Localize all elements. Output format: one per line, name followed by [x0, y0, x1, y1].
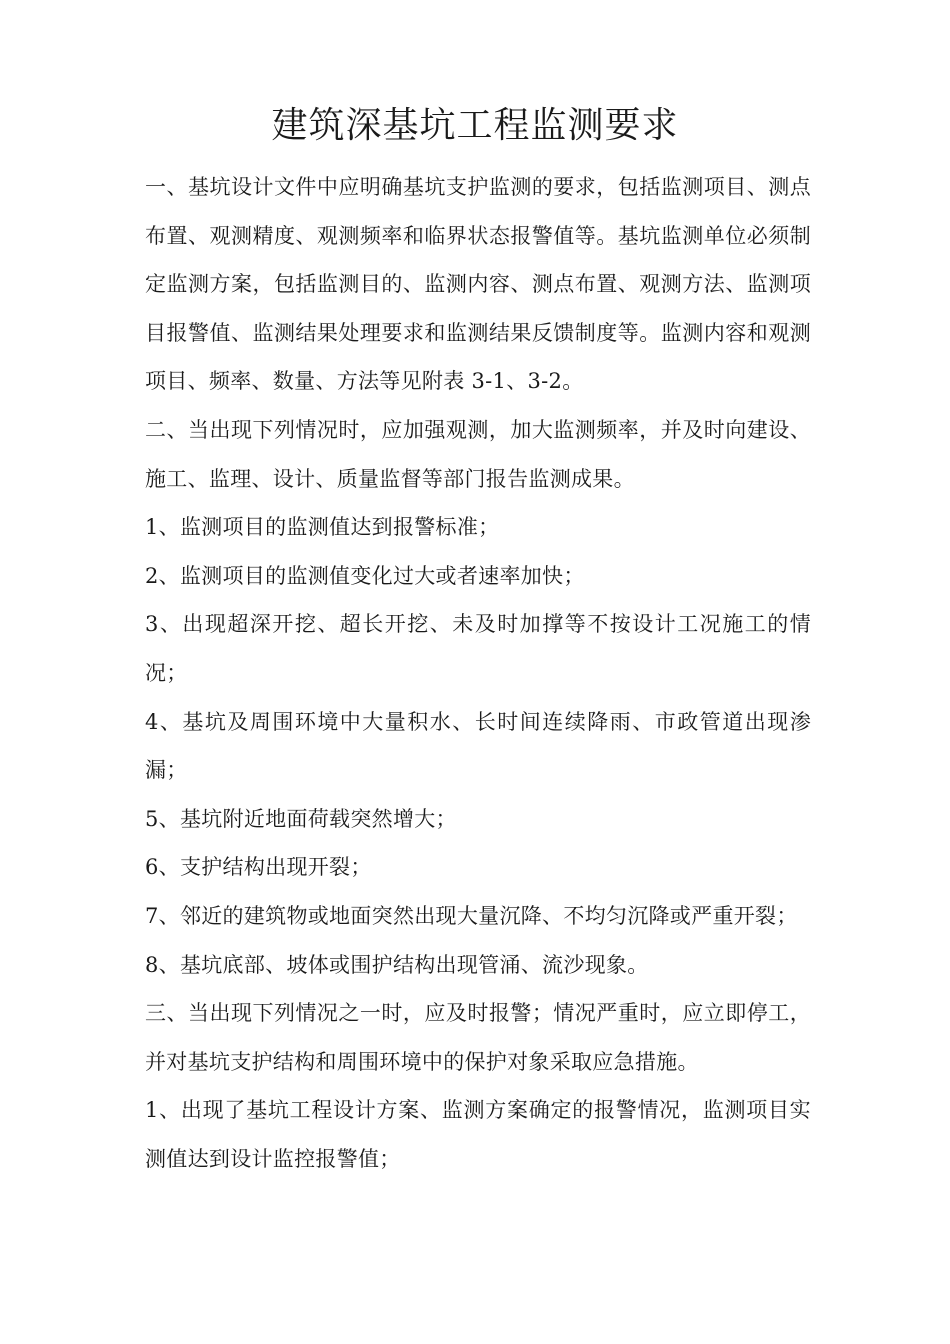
list-item: 4、基坑及周围环境中大量积水、长时间连续降雨、市政管道出现渗漏； — [145, 709, 811, 783]
paragraph-section-3: 三、当出现下列情况之一时，应及时报警；情况严重时，应立即停工，并对基坑支护结构和周围环境中的保护对象采取应急措施。 — [145, 1001, 811, 1074]
list-item: 8、基坑底部、坡体或围护结构出现管涌、流沙现象。 — [145, 952, 649, 977]
document-title: 建筑深基坑工程监测要求 — [271, 105, 679, 146]
paragraph-section-1: 一、基坑设计文件中应明确基坑支护监测的要求，包括监测项目、测点布置、观测精度、观测频率和临界状态报警值等。基坑监测单位必须制定监测方案，包括监测目的、监测内容、测点布置、观测方法、监测项目报警值、监测结果处理要求和监测结果反馈制度等。监测内容和观测项目、频率、数量、方法等见附表 3-1、3-2。 — [145, 175, 811, 394]
paragraph-section-2: 二、当出现下列情况时，应加强观测，加大监测频率，并及时向建设、施工、监理、设计、质量监督等部门报告监测成果。 — [145, 417, 811, 491]
list-item: 2、监测项目的监测值变化过大或者速率加快； — [145, 563, 585, 588]
list-item: 1、监测项目的监测值达到报警标准； — [145, 515, 500, 540]
document-body — [145, 163, 811, 1183]
list-item: 5、基坑附近地面荷载突然增大； — [145, 806, 457, 831]
list-item: 7、邻近的建筑物或地面突然出现大量沉降、不均匀沉降或严重开裂； — [145, 903, 798, 928]
list-item: 6、支护结构出现开裂； — [145, 855, 372, 880]
list-item: 1、出现了基坑工程设计方案、监测方案确定的报警情况，监测项目实测值达到设计监控报警值； — [145, 1098, 811, 1171]
list-item: 3、出现超深开挖、超长开挖、未及时加撑等不按设计工况施工的情况； — [145, 612, 811, 685]
